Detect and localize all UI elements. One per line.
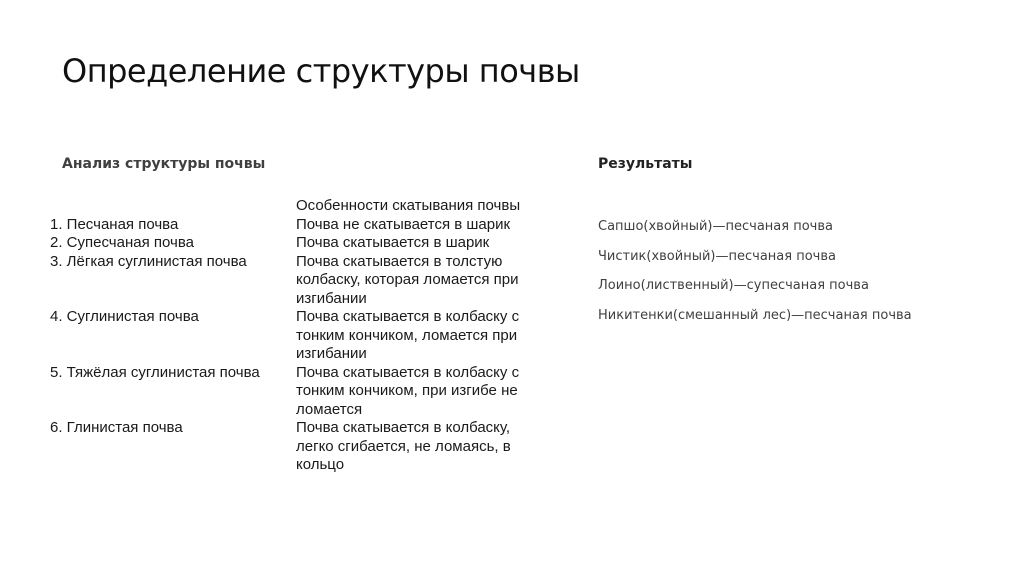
soil-type-cell: 3. Лёгкая суглинистая почва <box>50 252 247 270</box>
soil-type-cell: 4. Суглинистая почва <box>50 308 199 325</box>
results-list <box>598 218 912 336</box>
rolling-feature-cell: Почва скатывается в толстую колбаску, которая ломается при изгибании <box>296 252 519 307</box>
soil-type-cell: 5. Тяжёлая суглинистая почва <box>50 363 260 381</box>
soil-analysis-heading: Анализ структуры почвы <box>62 156 266 172</box>
soil-type-cell: 2. Супесчаная почва <box>50 234 194 251</box>
table-row <box>50 253 546 309</box>
slide-title: Определение структуры почвы <box>62 52 580 90</box>
soil-type-cell: 1. Песчаная почва <box>50 215 179 233</box>
rolling-feature-cell: Почва не скатывается в шарик <box>296 215 511 233</box>
table-row <box>50 234 546 253</box>
rolling-feature-cell: Почва скатывается в шарик <box>296 234 490 251</box>
table-row <box>50 216 546 235</box>
table-row <box>50 419 546 475</box>
table-header-feature: Особенности скатывания почвы <box>296 197 521 214</box>
result-item: Никитенки(смешанный лес)—песчаная почва <box>598 307 912 323</box>
soil-type-cell: 6. Глинистая почва <box>50 419 183 436</box>
results-heading: Результаты <box>598 156 693 172</box>
soil-structure-table <box>50 197 546 475</box>
table-header-row <box>50 197 546 216</box>
table-header-type <box>50 197 294 216</box>
result-item: Чистик(хвойный)—песчаная почва <box>598 248 836 264</box>
result-item: Лоино(лиственный)—супесчаная почва <box>598 278 869 293</box>
rolling-feature-cell: Почва скатывается в колбаску с тонким кончиком, при изгибе не ломается <box>296 363 520 418</box>
table-row <box>50 364 546 420</box>
rolling-feature-cell: Почва скатывается в колбаску с тонким кончиком, ломается при изгибании <box>296 308 520 362</box>
rolling-feature-cell: Почва скатывается в колбаску, легко сгибается, не ломаясь, в кольцо <box>296 419 511 473</box>
result-item: Сапшо(хвойный)—песчаная почва <box>598 219 833 234</box>
table-row <box>50 308 546 364</box>
